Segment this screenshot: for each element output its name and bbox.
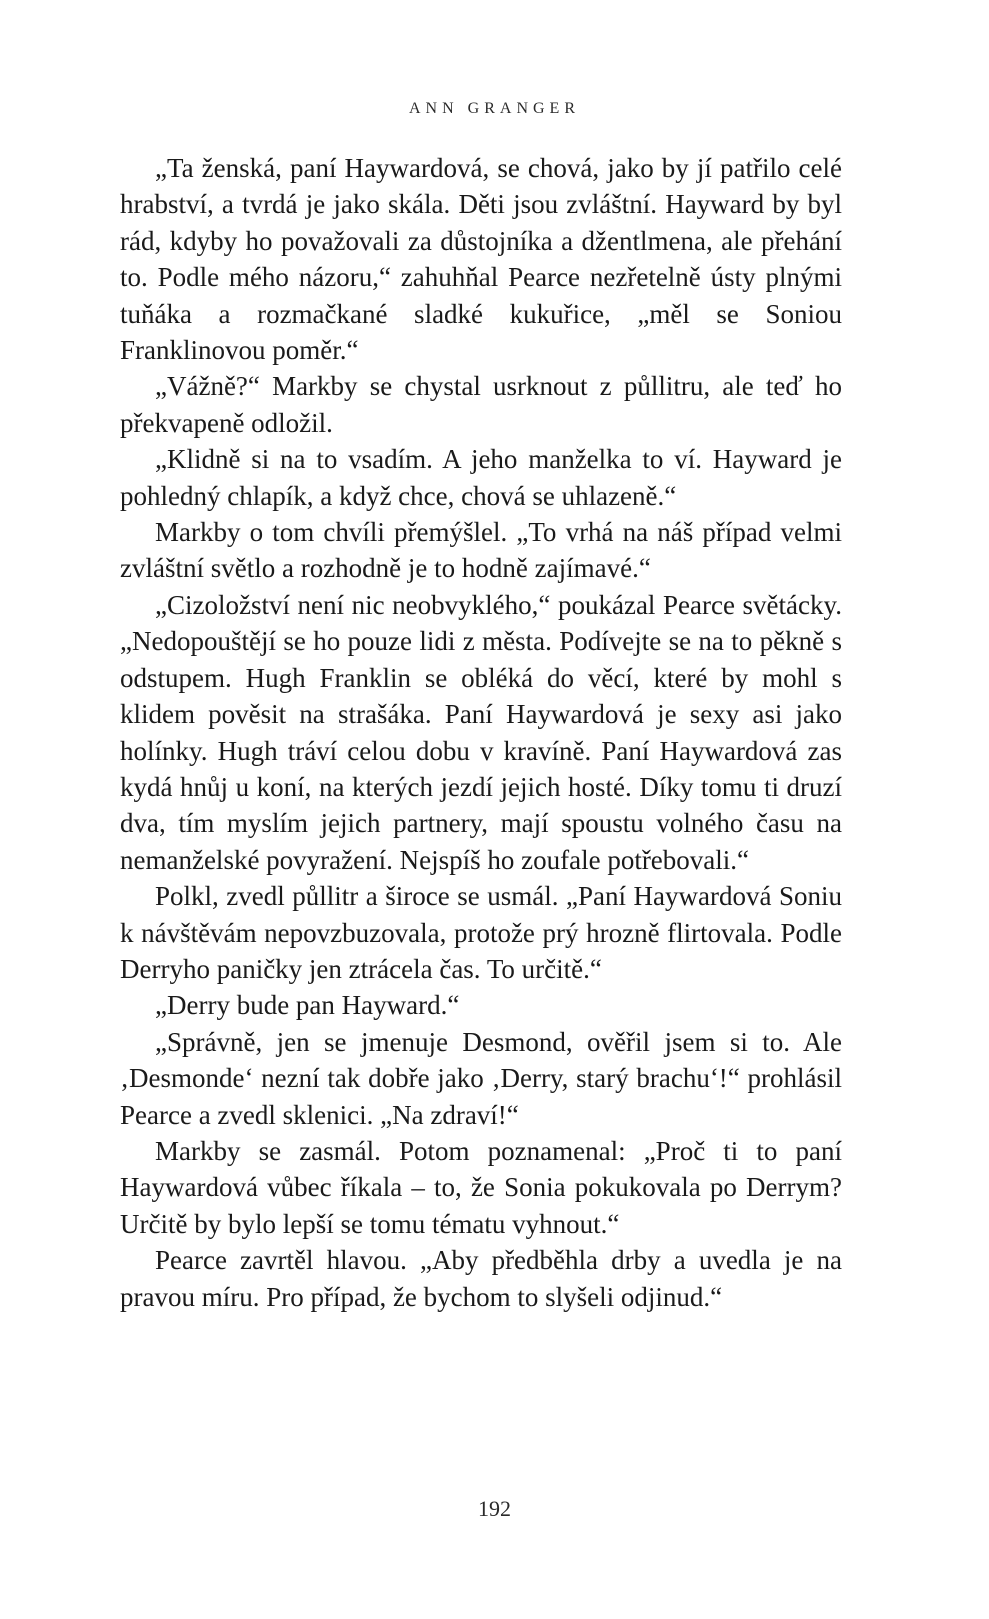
paragraph: „Derry bude pan Hayward.“ [155, 990, 460, 1021]
paragraph: Polkl, zvedl půllitr a široce se usmál. „Paní Haywardová Soniu k návštěvám nepovzbuzovala, protože prý hrozně flirtovala. Podle Derryho paničky jen ztrácela čas. To určitě.“ [120, 881, 842, 984]
running-head: ANN GRANGER [409, 100, 580, 117]
paragraph: „Správně, jen se jmenuje Desmond, ověřil jsem si to. Ale ‚Desmonde‘ nezní tak dobře jako ‚Derry, starý brachu‘!“ prohlásil Pearce a zvedl sklenici. „Na zdraví!“ [120, 1026, 842, 1130]
paragraph: „Klidně si na to vsadím. A jeho manželka to ví. Hayward je pohledný chlapík, a když chce, chová se uhlazeně.“ [120, 444, 842, 511]
paragraph: „Ta ženská, paní Haywardová, se chová, jako by jí patřilo celé hrabství, a tvrdá je jako skála. Děti jsou zvláštní. Hayward by byl rád, kdyby ho považovali za důstojníka a džentlmena, ale přehání to. Podle mého názoru,“ zahuhňal Pearce nezřetelně ústy plnými tuňáka a rozmačkané sladké kukuřice, „měl se Soniou Franklinovou poměr.“ [120, 153, 842, 366]
body-text [120, 150, 842, 1315]
paragraph: „Vážně?“ Markby se chystal usrknout z půllitru, ale teď ho překvapeně odložil. [120, 371, 842, 438]
paragraph: Markby o tom chvíli přemýšlel. „To vrhá na náš případ velmi zvláštní světlo a rozhodně je to hodně zajímavé.“ [120, 517, 842, 584]
paragraph: Pearce zavrtěl hlavou. „Aby předběhla drby a uvedla je na pravou míru. Pro případ, že bychom to slyšeli odjinud.“ [120, 1245, 842, 1312]
page-number: 192 [478, 1496, 511, 1521]
paragraph: „Cizoložství není nic neobvyklého,“ poukázal Pearce světácky. „Nedopouštějí se ho pouze lidi z města. Podívejte se na to pěkně s odstupem. Hugh Franklin se obléká do věcí, které by mohl s klidem pověsit na strašáka. Paní Haywardová je sexy asi jako holínky. Hugh tráví celou dobu v kravíně. Paní Haywardová zas kydá hnůj u koní, na kterých jezdí jejich hosté. Díky tomu ti druzí dva, tím myslím jejich partnery, mají spoustu volného času na nemanželské povyražení. Nejspíš ho zoufale potřebovali.“ [120, 589, 842, 875]
paragraph: Markby se zasmál. Potom poznamenal: „Proč ti to paní Haywardová vůbec říkala – to, že Sonia pokukovala po Derrym? Určitě by bylo lepší se tomu tématu vyhnout.“ [120, 1135, 842, 1239]
